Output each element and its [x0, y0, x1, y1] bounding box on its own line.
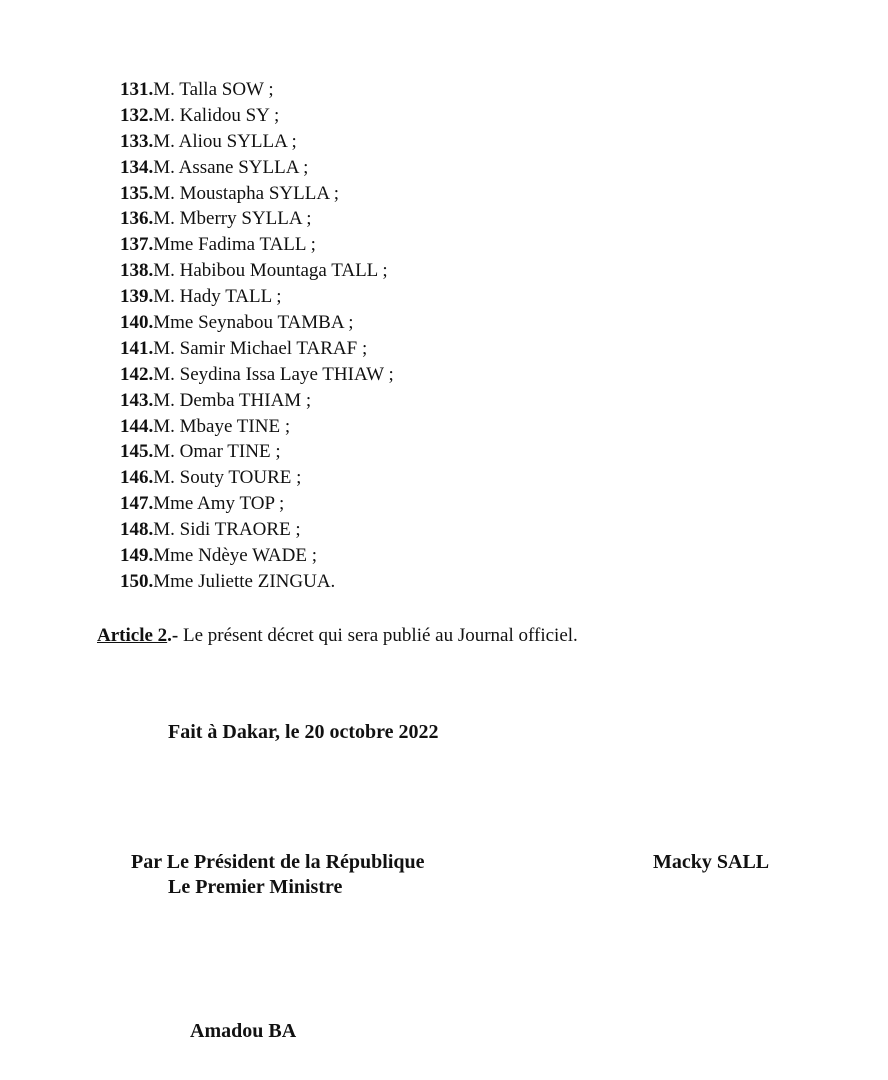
member-name: Mme Amy TOP ; [153, 493, 285, 515]
member-number: 145. [120, 441, 154, 463]
article-2 [97, 625, 578, 647]
president-name: Macky SALL [653, 851, 770, 873]
member-number: 139. [120, 286, 154, 308]
member-name: M. Kalidou SY ; [153, 104, 280, 126]
member-number: 148. [120, 519, 154, 541]
member-item [120, 569, 394, 595]
member-name: Mme Fadima TALL ; [153, 234, 316, 256]
by-president-line: Par Le Président de la République [131, 851, 425, 873]
member-name: M. Assane SYLLA ; [153, 156, 309, 178]
member-item [120, 77, 394, 103]
member-item [120, 232, 394, 258]
member-item [120, 336, 394, 362]
member-number: 133. [120, 130, 154, 152]
member-item [120, 414, 394, 440]
member-name: M. Mberry SYLLA ; [153, 208, 312, 230]
member-item [120, 439, 394, 465]
member-name: M. Hady TALL ; [153, 286, 282, 308]
member-item [120, 491, 394, 517]
article-label: Article 2 [97, 625, 168, 646]
member-name: M. Moustapha SYLLA ; [153, 182, 340, 204]
member-name: M. Souty TOURE ; [153, 467, 302, 489]
member-name: M. Seydina Issa Laye THIAW ; [153, 363, 394, 385]
member-name: M. Habibou Mountaga TALL ; [153, 260, 388, 282]
prime-minister-name: Amadou BA [190, 1020, 297, 1042]
member-number: 131. [120, 79, 154, 100]
member-name: M. Omar TINE ; [153, 441, 281, 463]
members-list [120, 77, 394, 595]
member-item [120, 181, 394, 207]
member-number: 138. [120, 260, 154, 282]
member-number: 144. [120, 415, 154, 437]
member-number: 150. [120, 570, 154, 592]
article-text: Le présent décret qui sera publié au Journal officiel. [178, 625, 578, 646]
member-item [120, 362, 394, 388]
member-name: M. Talla SOW ; [153, 79, 274, 100]
member-item [120, 206, 394, 232]
member-item [120, 543, 394, 569]
member-item [120, 388, 394, 414]
member-number: 142. [120, 363, 154, 385]
member-item [120, 310, 394, 336]
member-item [120, 258, 394, 284]
member-item [120, 103, 394, 129]
member-name: Mme Ndèye WADE ; [153, 545, 318, 567]
member-name: Mme Seynabou TAMBA ; [153, 312, 354, 334]
member-number: 147. [120, 493, 154, 515]
member-number: 140. [120, 312, 154, 334]
member-item [120, 465, 394, 491]
member-name: Mme Juliette ZINGUA. [153, 570, 336, 592]
member-name: M. Sidi TRAORE ; [153, 519, 301, 541]
member-number: 149. [120, 545, 154, 567]
member-name: M. Samir Michael TARAF ; [153, 337, 368, 359]
member-number: 141. [120, 337, 154, 359]
member-name: M. Mbaye TINE ; [153, 415, 291, 437]
member-number: 136. [120, 208, 154, 230]
prime-minister-title: Le Premier Ministre [168, 876, 343, 898]
member-item [120, 517, 394, 543]
member-name: M. Demba THIAM ; [153, 389, 312, 411]
member-item [120, 284, 394, 310]
member-number: 135. [120, 182, 154, 204]
place-date: Fait à Dakar, le 20 octobre 2022 [168, 721, 439, 743]
member-item [120, 155, 394, 181]
member-name: M. Aliou SYLLA ; [153, 130, 297, 152]
article-label-tail: .- [167, 625, 179, 646]
member-number: 134. [120, 156, 154, 178]
member-number: 146. [120, 467, 154, 489]
member-number: 143. [120, 389, 154, 411]
member-number: 137. [120, 234, 154, 256]
member-number: 132. [120, 104, 154, 126]
member-item [120, 129, 394, 155]
